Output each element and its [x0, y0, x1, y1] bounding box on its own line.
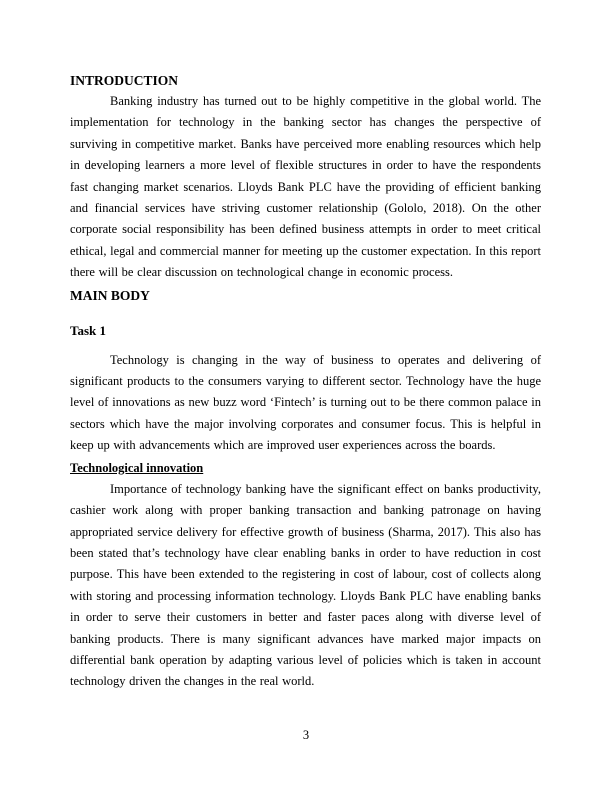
heading-introduction: INTRODUCTION — [70, 73, 179, 88]
paragraph-technological-innovation: Importance of technology banking have the significant effect on banks productivity, cashier work along with proper banking transaction and banking patronage on having appropriated service delivery for effective growth of business (Sharma, 2017). This also has been stated that’s technology have clear enabling banks in order to have reduction in cost purpose. This have been extended to the registering in cost of labour, cost of collects along with storing and processing information technology. Lloyds Bank PLC have enabling banks in order to serve their customers in better and faster paces along with diverse level of banking products. There is many significant advances have marked major impacts on differential bank operation by adapting various level of policies which is taken in account technology driven the changes in the real world. — [70, 481, 541, 689]
paragraph-introduction: Banking industry has turned out to be highly competitive in the global world. The implementation for technology in the banking sector has changes the perspective of surviving in competitive market. Banks have perceived more enabling resources which help in developing learners a more level of flexible structures in order to have the respondents fast changing market scenarios. Lloyds Bank PLC have the providing of efficient banking and financial services have striving customer relationship (Gololo, 2018). On the other corporate social responsibility has been defined business attempts in order to meet critical ethical, legal and commercial manner for meeting up the customer expectation. In this report there will be clear discussion on technological change in economic process. — [70, 94, 541, 280]
paragraph-task-1: Technology is changing in the way of business to operates and delivering of significant products to the consumers varying to different sector. Technology have the huge level of innovations as new buzz word ‘Fintech’ is turning out to be there common palace in sectors which have the major involving corporates and consumer focus. This is helpful in keep up with advancements which are improved user experiences across the boards. — [70, 352, 541, 453]
heading-technological-innovation: Technological innovation — [70, 460, 204, 475]
heading-main-body: MAIN BODY — [70, 287, 150, 303]
page-number: 3 — [302, 728, 310, 742]
heading-task-1: Task 1 — [70, 322, 107, 338]
